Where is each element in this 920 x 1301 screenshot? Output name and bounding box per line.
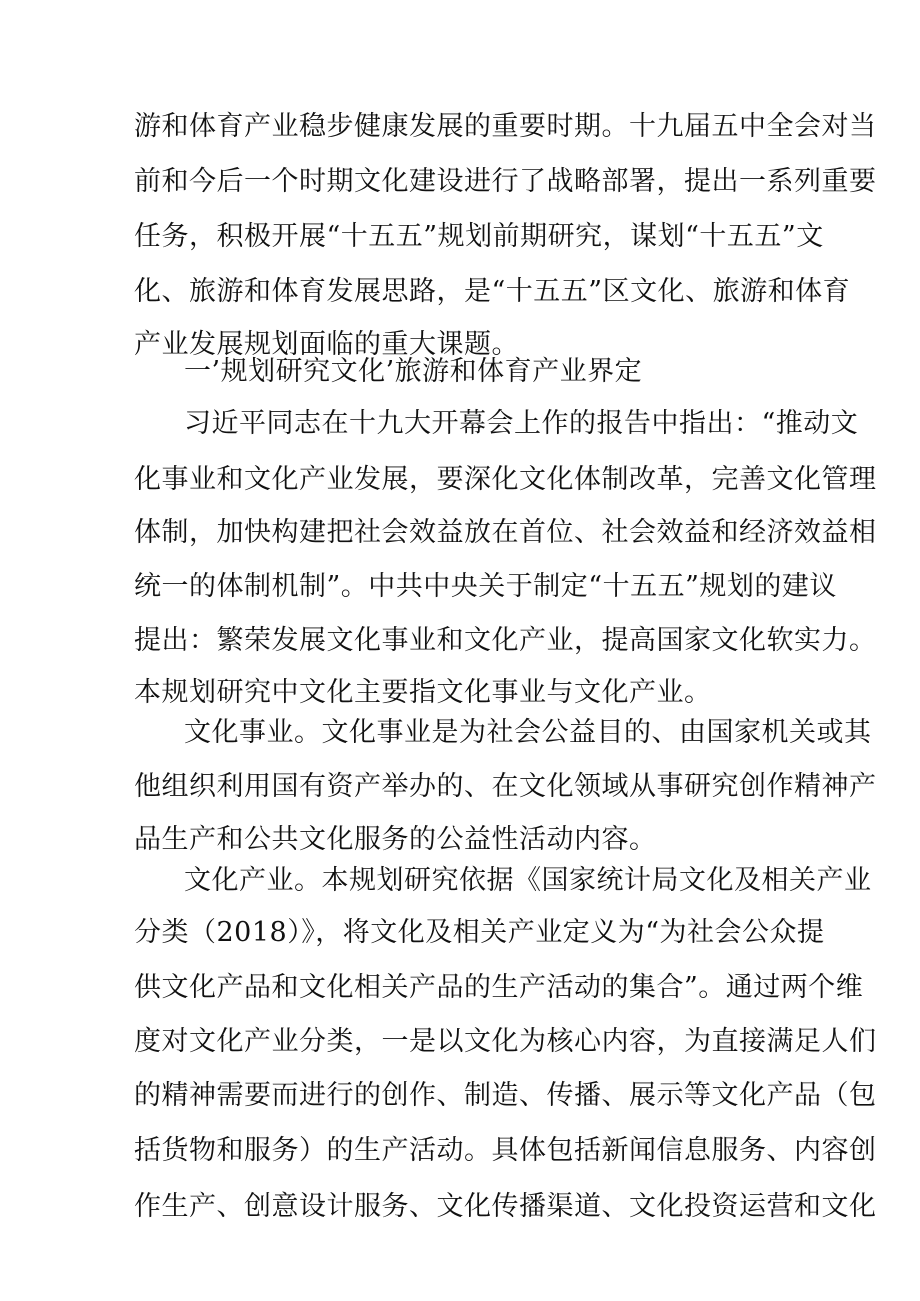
text-line: 统一的体制机制”。中共中央关于制定“十五五”规划的建议 <box>134 571 837 602</box>
text-line: 化事业和文化产业发展，要深化文化体制改革，完善文化管理 <box>134 464 877 495</box>
text-line: 文化产业。本规划研究依据《国家统计局文化及相关产业 <box>184 865 872 896</box>
text-line: 他组织利用国有资产举办的、在文化领域从事研究创作精神产 <box>134 771 877 802</box>
text-line: 度对文化产业分类，一是以文化为核心内容，为直接满足人们 <box>134 1026 877 1057</box>
section-heading: 一’规划研究文化’旅游和体育产业界定 <box>184 356 643 387</box>
text-line: 前和今后一个时期文化建设进行了战略部署，提出一系列重要 <box>134 166 877 197</box>
text-line: 体制，加快构建把社会效益放在首位、社会效益和经济效益相 <box>134 517 877 548</box>
text-line: 的精神需要而进行的创作、制造、传播、展示等文化产品（包 <box>134 1080 877 1111</box>
text-line: 产业发展规划面临的重大课题。 <box>134 329 519 360</box>
text-line: 品生产和公共文化服务的公益性活动内容。 <box>134 824 657 855</box>
text-line: 文化事业。文化事业是为社会公益目的、由国家机关或其 <box>184 717 872 748</box>
text-line: 本规划研究中文化主要指文化事业与文化产业。 <box>134 677 712 708</box>
text-line: 作生产、创意设计服务、文化传播渠道、文化投资运营和文化 <box>134 1191 877 1222</box>
text-line: 分类（2018）》，将文化及相关产业定义为“为社会公众提 <box>134 917 825 948</box>
text-line: 任务，积极开展“十五五”规划前期研究，谋划“十五五”文 <box>134 221 824 252</box>
text-line: 游和体育产业稳步健康发展的重要时期。十九届五中全会对当 <box>134 111 877 142</box>
text-line: 习近平同志在十九大开幕会上作的报告中指出：“推动文 <box>184 408 859 439</box>
text-line: 供文化产品和文化相关产品的生产活动的集合”。通过两个维 <box>134 972 864 1003</box>
text-line: 化、旅游和体育发展思路，是“十五五”区文化、旅游和体育 <box>134 276 851 307</box>
text-line: 括货物和服务）的生产活动。具体包括新闻信息服务、内容创 <box>134 1135 877 1166</box>
text-line: 提出：繁荣发展文化事业和文化产业，提高国家文化软实力。 <box>134 625 877 656</box>
